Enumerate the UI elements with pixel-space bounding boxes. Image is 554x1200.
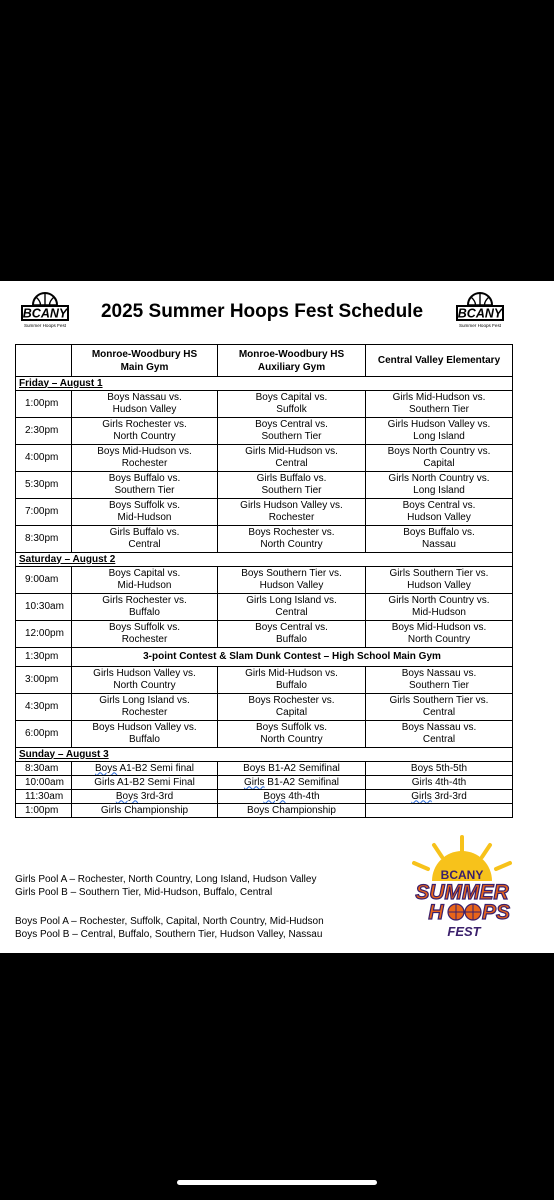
game-cell (366, 790, 513, 804)
game-cell (366, 445, 513, 472)
game-line: Buffalo (276, 680, 307, 691)
game-cell (366, 776, 513, 790)
game-cell (366, 667, 513, 694)
table-row (16, 776, 513, 790)
game-line: Girls Southern Tier vs. (389, 568, 489, 579)
game-line: Southern Tier (261, 431, 322, 442)
game-cell (366, 567, 513, 594)
game-cell (72, 391, 218, 418)
day-label: Sunday – August 3 (16, 748, 513, 762)
game-cell (218, 418, 366, 445)
game-cell (72, 694, 218, 721)
game-cell (72, 418, 218, 445)
game-line: Girls Hudson Valley vs. (93, 668, 196, 679)
time-cell: 12:00pm (16, 621, 72, 648)
table-row (16, 499, 513, 526)
game-line: Central (422, 707, 456, 718)
header-main-gym (72, 345, 218, 377)
game-cell (218, 594, 366, 621)
game-cell (218, 694, 366, 721)
game-line: Hudson Valley (407, 512, 471, 523)
game-line: Girls Buffalo vs. (256, 473, 327, 484)
game-cell (218, 790, 366, 804)
game-cell (366, 499, 513, 526)
basketball-icon (448, 904, 464, 920)
game-line: Boys Central vs. (255, 622, 328, 633)
game-line: Boys Hudson Valley vs. (92, 722, 197, 733)
game-cell (72, 567, 218, 594)
boys-pool-a: Boys Pool A – Rochester, Suffolk, Capital, North Country, Mid-Hudson (15, 916, 324, 927)
game-cell (218, 667, 366, 694)
game-line: Girls A1-B2 Semi Final (94, 776, 195, 788)
game-line: Boys 3rd-3rd (115, 790, 174, 802)
home-indicator[interactable] (177, 1180, 377, 1185)
game-line: Boys Suffolk vs. (109, 500, 180, 511)
game-cell (366, 418, 513, 445)
logo-subtext: Summer Hoops Fest (23, 323, 67, 328)
game-cell (72, 667, 218, 694)
game-line: North Country (260, 734, 323, 745)
fest-logo-h: H (428, 901, 444, 924)
game-line: Mid-Hudson (412, 607, 466, 618)
game-line: Boys Southern Tier vs. (241, 568, 342, 579)
event-span-cell: 3-point Contest & Slam Dunk Contest – High School Main Gym (72, 648, 513, 667)
game-line: Central (128, 539, 161, 550)
time-cell: 1:00pm (16, 804, 72, 818)
game-line: North Country (260, 539, 323, 550)
time-cell: 4:30pm (16, 694, 72, 721)
game-line: Girls 4th-4th (411, 776, 467, 788)
game-cell (218, 472, 366, 499)
game-line: Rochester (268, 512, 315, 523)
basketball-icon (465, 904, 481, 920)
table-row (16, 418, 513, 445)
game-line: Girls Championship (100, 804, 189, 816)
game-line: Boys A1-B2 Semi final (95, 762, 194, 774)
game-line: Southern Tier (261, 485, 322, 496)
table-row (16, 391, 513, 418)
game-line: Long Island (413, 485, 465, 496)
time-cell: 10:30am (16, 594, 72, 621)
schedule-table (15, 344, 513, 818)
table-row (16, 594, 513, 621)
game-cell (218, 776, 366, 790)
pools-list (15, 873, 324, 941)
game-line: Capital (275, 707, 308, 718)
logo-text: BCANY (22, 306, 68, 321)
boys-pool-b: Boys Pool B – Central, Buffalo, Southern Tier, Hudson Valley, Nassau (15, 929, 323, 940)
table-row (16, 567, 513, 594)
game-cell (366, 472, 513, 499)
game-line: Suffolk (276, 404, 307, 415)
game-line: Girls 3rd-3rd (411, 790, 467, 802)
game-line: Boys Central vs. (402, 500, 476, 511)
table-row (16, 667, 513, 694)
game-line: Boys Nassau vs. (401, 668, 477, 679)
game-line: Mid-Hudson (117, 580, 172, 591)
game-line: Hudson Valley (112, 404, 177, 415)
game-cell (72, 594, 218, 621)
header-aux-gym (218, 345, 366, 377)
game-line: Boys B1-A2 Semifinal (243, 762, 340, 774)
game-cell (72, 790, 218, 804)
game-line: North Country (113, 680, 176, 691)
table-row (16, 694, 513, 721)
table-row (16, 762, 513, 776)
summer-hoops-fest-logo (400, 835, 525, 940)
game-cell (366, 721, 513, 748)
game-line: Girls Mid-Hudson vs. (245, 446, 338, 457)
game-cell (366, 391, 513, 418)
game-line: Boys Rochester vs. (248, 527, 335, 538)
header-time (16, 345, 72, 377)
game-line: Girls North Country vs. (388, 473, 490, 484)
day-row (16, 553, 513, 567)
game-line: Boys Suffolk vs. (109, 622, 180, 633)
time-cell: 6:00pm (16, 721, 72, 748)
game-cell (366, 594, 513, 621)
time-cell: 1:30pm (16, 648, 72, 667)
game-line: Boys 4th-4th (263, 790, 320, 802)
game-line: Southern Tier (408, 680, 470, 691)
game-cell (72, 621, 218, 648)
time-cell: 3:00pm (16, 667, 72, 694)
game-cell (72, 526, 218, 553)
game-line: Boys Central vs. (255, 419, 328, 430)
game-cell (218, 526, 366, 553)
header-line: Main Gym (120, 361, 169, 373)
game-line: Mid-Hudson (117, 512, 172, 523)
game-line: Girls Mid-Hudson vs. (245, 668, 338, 679)
page-title: 2025 Summer Hoops Fest Schedule (100, 301, 424, 322)
day-row (16, 748, 513, 762)
table-row (16, 621, 513, 648)
header-line: Monroe-Woodbury HS (238, 348, 345, 360)
game-line: Girls North Country vs. (388, 595, 490, 606)
bcany-logo-left (20, 291, 70, 333)
schedule-body (16, 377, 513, 818)
game-line: Nassau (422, 539, 456, 550)
game-line: Girls Southern Tier vs. (389, 695, 489, 706)
game-cell (72, 776, 218, 790)
game-line: Boys Capital vs. (108, 568, 181, 579)
game-line: Boys Mid-Hudson vs. (97, 446, 192, 457)
time-cell: 5:30pm (16, 472, 72, 499)
game-cell (72, 721, 218, 748)
table-row (16, 790, 513, 804)
game-cell (72, 472, 218, 499)
game-cell (366, 804, 513, 818)
day-row (16, 377, 513, 391)
fest-logo-fest: FEST (447, 924, 481, 939)
game-line: Central (275, 607, 308, 618)
time-cell: 7:00pm (16, 499, 72, 526)
game-cell (72, 762, 218, 776)
logo-text: BCANY (457, 306, 503, 321)
game-line: Buffalo (276, 634, 307, 645)
game-cell (218, 762, 366, 776)
game-line: Boys Nassau vs. (107, 392, 182, 403)
schedule-document (0, 281, 554, 953)
game-line: Girls Rochester vs. (102, 419, 187, 430)
game-line: Long Island (413, 431, 465, 442)
game-line: Girls Rochester vs. (102, 595, 187, 606)
game-line: Rochester (121, 458, 168, 469)
game-line: Central (422, 734, 456, 745)
table-row (16, 445, 513, 472)
game-line: North Country (407, 634, 471, 645)
logo-subtext: Summer Hoops Fest (458, 323, 502, 328)
time-cell: 9:00am (16, 567, 72, 594)
table-row (16, 804, 513, 818)
game-cell (366, 621, 513, 648)
game-line: Girls Hudson Valley vs. (240, 500, 343, 511)
fest-logo-ps: PS (481, 901, 511, 924)
table-row (16, 721, 513, 748)
time-cell: 1:00pm (16, 391, 72, 418)
game-line: Buffalo (129, 607, 160, 618)
game-line: Boys 5th-5th (410, 762, 468, 774)
game-line: North Country (113, 431, 176, 442)
game-line: Capital (423, 458, 455, 469)
time-cell: 11:30am (16, 790, 72, 804)
game-line: Boys Capital vs. (255, 392, 328, 403)
time-cell: 4:00pm (16, 445, 72, 472)
game-cell (366, 526, 513, 553)
game-line: Boys Buffalo vs. (403, 527, 475, 538)
game-line: Central (275, 458, 308, 469)
day-label: Saturday – August 2 (16, 553, 513, 567)
game-line: Girls Long Island vs. (246, 595, 337, 606)
game-line: Boys Nassau vs. (401, 722, 477, 733)
game-line: Girls Buffalo vs. (109, 527, 180, 538)
game-line: Boys Suffolk vs. (256, 722, 327, 733)
table-header-row (16, 345, 513, 377)
game-line: Boys Buffalo vs. (108, 473, 181, 484)
game-line: Boys Mid-Hudson vs. (391, 622, 487, 633)
header-line: Monroe-Woodbury HS (91, 348, 198, 360)
time-cell: 8:30pm (16, 526, 72, 553)
game-cell (366, 762, 513, 776)
game-cell (218, 621, 366, 648)
fest-logo-summer: SUMMER (415, 881, 509, 904)
game-line: Girls B1-A2 Semifinal (243, 776, 340, 788)
game-line: Rochester (121, 707, 168, 718)
game-line: Southern Tier (408, 404, 470, 415)
game-line: Girls Long Island vs. (99, 695, 190, 706)
table-row (16, 526, 513, 553)
game-line: Boys Championship (247, 804, 336, 816)
game-cell (218, 499, 366, 526)
table-row (16, 472, 513, 499)
header-line: Auxiliary Gym (257, 361, 326, 373)
game-cell (218, 445, 366, 472)
game-line: Girls Hudson Valley vs. (387, 419, 491, 430)
game-line: Southern Tier (114, 485, 175, 496)
header-central-valley: Central Valley Elementary (366, 345, 513, 377)
game-cell (72, 499, 218, 526)
game-line: Girls Mid-Hudson vs. (392, 392, 486, 403)
game-line: Hudson Valley (259, 580, 324, 591)
table-row (16, 648, 513, 667)
game-line: Hudson Valley (407, 580, 471, 591)
game-line: Buffalo (129, 734, 160, 745)
fest-logo-bcany: BCANY (440, 868, 484, 882)
game-cell (72, 804, 218, 818)
game-line: Boys North Country vs. (387, 446, 491, 457)
time-cell: 8:30am (16, 762, 72, 776)
game-cell (218, 721, 366, 748)
game-cell (72, 445, 218, 472)
game-line: Rochester (121, 634, 168, 645)
girls-pool-b: Girls Pool B – Southern Tier, Mid-Hudson, Buffalo, Central (15, 887, 273, 898)
bcany-logo-right (455, 291, 505, 333)
game-cell (218, 804, 366, 818)
game-line: Boys Rochester vs. (248, 695, 335, 706)
game-cell (366, 694, 513, 721)
game-cell (218, 567, 366, 594)
time-cell: 2:30pm (16, 418, 72, 445)
day-label: Friday – August 1 (16, 377, 513, 391)
game-cell (218, 391, 366, 418)
girls-pool-a: Girls Pool A – Rochester, North Country, Long Island, Hudson Valley (15, 874, 317, 885)
time-cell: 10:00am (16, 776, 72, 790)
